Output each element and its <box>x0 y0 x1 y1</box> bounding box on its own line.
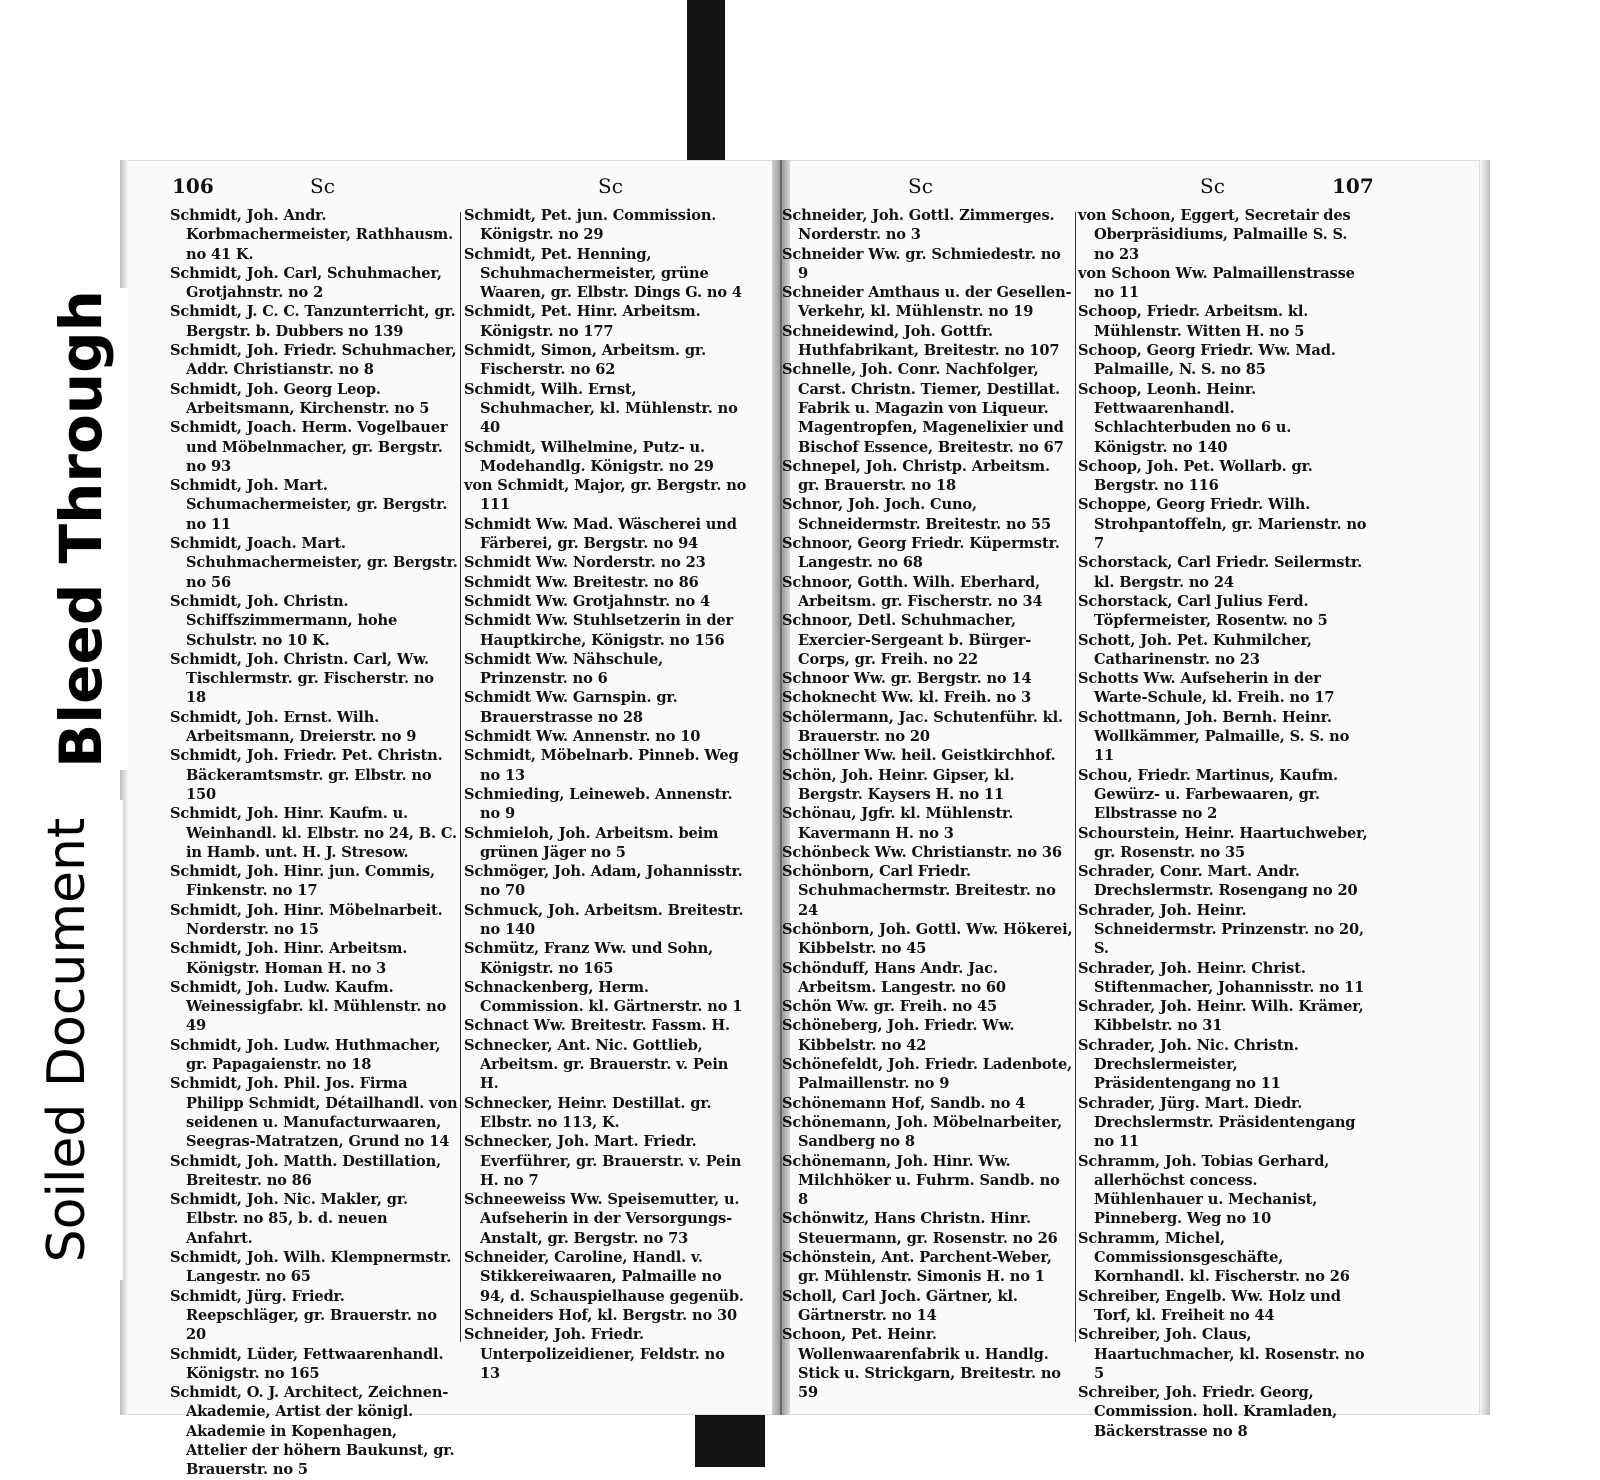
directory-entry: Schneider, Joh. Friedr. Unterpolizeidiener, Feldstr. no 13 <box>464 1326 725 1382</box>
directory-entry: Schrader, Conr. Mart. Andr. Drechslermstr. Rosengang no 20 <box>1078 863 1358 900</box>
directory-entry: Schoknecht Ww. kl. Freih. no 3 <box>782 689 1032 707</box>
directory-entry: Schönwitz, Hans Christn. Hinr. Steuermann, gr. Rosenstr. no 26 <box>782 1210 1058 1247</box>
directory-entry: Schmidt, Joh. Friedr. Schuhmacher, Addr. Christianstr. no 8 <box>170 342 457 379</box>
directory-entry: Schmidt Ww. Stuhlsetzerin in der Hauptkirche, Königstr. no 156 <box>464 612 734 649</box>
directory-entry: Schreiber, Engelb. Ww. Holz und Torf, kl. Freiheit no 44 <box>1078 1287 1341 1324</box>
directory-entry: Schrader, Joh. Heinr. Schneidermstr. Prinzenstr. no 20, S. <box>1078 901 1364 958</box>
directory-entry: Schoppe, Georg Friedr. Wilh. Strohpantoffeln, gr. Marienstr. no 7 <box>1078 496 1367 553</box>
directory-entry: Schnackenberg, Herm. Commission. kl. Gärtnerstr. no 1 <box>464 978 743 1016</box>
directory-entry: Schneiders Hof, kl. Bergstr. no 30 <box>464 1306 738 1324</box>
directory-entry: Schmidt, Joh. Hinr. Kaufm. u. Weinhandl. kl. Elbstr. no 24, B. C. in Hamb. unt. H. J. Stresow. <box>170 805 457 861</box>
directory-entry: Schrader, Joh. Heinr. Wilh. Krämer, Kibbelstr. no 31 <box>1078 998 1364 1035</box>
directory-entry: Schönduff, Hans Andr. Jac. Arbeitsm. Langestr. no 60 <box>782 959 1006 996</box>
directory-entry: Schmidt, J. C. C. Tanzunterricht, gr. Bergstr. b. Dubbers no 139 <box>170 303 456 340</box>
directory-entry: von Schoon, Eggert, Secretair des Oberpräsidiums, Palmaille S. S. no 23 <box>1078 207 1351 263</box>
page-number: 106 <box>172 174 214 198</box>
directory-entry: Schmidt, Joh. Ludw. Kaufm. Weinessigfabr. kl. Mühlenstr. no 49 <box>170 978 447 1035</box>
directory-column-2 <box>1078 206 1368 1441</box>
directory-entry: Schönau, Jgfr. kl. Mühlenstr. Kavermann H. no 3 <box>782 805 1014 842</box>
directory-entry: Schoop, Leonh. Heinr. Fettwaarenhandl. Schlachterbuden no 6 u. Königstr. no 140 <box>1078 380 1292 456</box>
directory-entry: Schneider, Joh. Gottl. Zimmerges. Norderstr. no 3 <box>782 207 1055 244</box>
directory-entry: Schmidt, Joh. Hinr. Möbelnarbeit. Norderstr. no 15 <box>170 901 443 938</box>
directory-entry: Schmidt Ww. Garnspin. gr. Brauerstrasse no 28 <box>464 689 678 726</box>
directory-entry: Schmidt, Wilh. Ernst, Schuhmacher, kl. Mühlenstr. no 40 <box>464 380 738 437</box>
directory-entry: Schnoor Ww. gr. Bergstr. no 14 <box>782 670 1032 688</box>
directory-entry: Schmidt, Joh. Mart. Schumachermeister, gr. Bergstr. no 11 <box>170 477 448 533</box>
directory-entry: Schreiber, Joh. Claus, Haartuchmacher, kl. Rosenstr. no 5 <box>1078 1326 1365 1382</box>
directory-entry: Schmidt, Joh. Phil. Jos. Firma Philipp Schmidt, Détailhandl. von seidenen u. Manufacturwaaren, Seegras-Matratzen, Grund no 14 <box>170 1075 458 1151</box>
directory-entry: von Schoon Ww. Palmaillenstrasse no 11 <box>1078 264 1355 302</box>
directory-entry: Schmidt, Wilhelmine, Putz- u. Modehandlg. Königstr. no 29 <box>464 438 714 475</box>
directory-entry: Schmidt Ww. Nähschule, Prinzenstr. no 6 <box>464 650 664 688</box>
directory-entry: Schmieloh, Joh. Arbeitsm. beim grünen Jäger no 5 <box>464 824 719 861</box>
directory-entry: Schmidt Ww. Grotjahnstr. no 4 <box>464 592 710 610</box>
directory-entry: Schnecker, Joh. Mart. Friedr. Everführer, gr. Brauerstr. v. Pein H. no 7 <box>464 1133 742 1189</box>
directory-entry: Schmuck, Joh. Arbeitsm. Breitestr. no 140 <box>464 901 744 938</box>
running-head: Sc <box>1200 174 1225 198</box>
column-divider <box>1075 212 1076 1342</box>
directory-entry: Schmidt, Joh. Georg Leop. Arbeitsmann, Kirchenstr. no 5 <box>170 380 430 417</box>
directory-entry: von Schmidt, Major, gr. Bergstr. no 111 <box>464 477 747 514</box>
directory-entry: Schmidt, Joach. Mart. Schuhmachermeister, gr. Bergstr. no 56 <box>170 535 458 591</box>
directory-entry: Schönemann, Joh. Möbelnarbeiter, Sandberg no 8 <box>782 1113 1062 1151</box>
directory-entry: Schreiber, Joh. Friedr. Georg, Commission. holl. Kramladen, Bäckerstrasse no 8 <box>1078 1384 1338 1440</box>
directory-entry: Schnecker, Heinr. Destillat. gr. Elbstr. no 113, K. <box>464 1094 712 1131</box>
directory-entry: Schmidt, Joh. Hinr. Arbeitsm. Königstr. Homan H. no 3 <box>170 940 408 977</box>
directory-column-1 <box>170 206 458 1480</box>
directory-entry: Schneidewind, Joh. Gottfr. Huthfabrikant, Breitestr. no 107 <box>782 322 1060 360</box>
directory-entry: Schnepel, Joh. Christp. Arbeitsm. gr. Brauerstr. no 18 <box>782 457 1050 495</box>
page-number: 107 <box>1332 174 1374 198</box>
directory-entry: Schorstack, Carl Friedr. Seilermstr. kl. Bergstr. no 24 <box>1078 554 1363 591</box>
directory-entry: Schnoor, Gotth. Wilh. Eberhard, Arbeitsm. gr. Fischerstr. no 34 <box>782 573 1043 610</box>
directory-entry: Schmidt, Joh. Ernst. Wilh. Arbeitsmann, Dreierstr. no 9 <box>170 708 417 746</box>
directory-entry: Schmidt Ww. Mad. Wäscherei und Färberei, gr. Bergstr. no 94 <box>464 515 737 553</box>
directory-column-1 <box>782 206 1074 1402</box>
directory-entry: Schmidt, O. J. Architect, Zeichnen-Akademie, Artist der königl. Akademie in Kopenhagen, Attelier der höhern Baukunst, gr. Brauerstr. no 5 <box>170 1384 455 1479</box>
directory-entry: Schoon, Pet. Heinr. Wollenwaarenfabrik u. Handlg. Stick u. Strickgarn, Breitestr. no 59 <box>782 1326 1061 1402</box>
directory-entry: Schramm, Michel, Commissionsgeschäfte, Kornhandl. kl. Fischerstr. no 26 <box>1078 1229 1350 1286</box>
directory-entry: Schöneberg, Joh. Friedr. Ww. Kibbelstr. no 42 <box>782 1017 1015 1054</box>
directory-entry: Schmidt, Jürg. Friedr. Reepschläger, gr. Brauerstr. no 20 <box>170 1287 437 1344</box>
directory-entry: Schneider, Caroline, Handl. v. Stikkereiwaaren, Palmaille no 94, d. Schauspielhause gegenüb. <box>464 1249 744 1305</box>
directory-entry: Schön, Joh. Heinr. Gipser, kl. Bergstr. Kaysers H. no 11 <box>782 766 1015 803</box>
directory-entry: Schnecker, Ant. Nic. Gottlieb, Arbeitsm. gr. Brauerstr. v. Pein H. <box>464 1036 729 1093</box>
directory-entry: Schmidt, Joh. Nic. Makler, gr. Elbstr. no 85, b. d. neuen Anfahrt. <box>170 1191 408 1247</box>
directory-entry: Schmidt Ww. Breitestr. no 86 <box>464 573 699 591</box>
directory-entry: Schnact Ww. Breitestr. Fassm. H. <box>464 1017 730 1035</box>
directory-entry: Schrader, Joh. Heinr. Christ. Stiftenmacher, Johannisstr. no 11 <box>1078 959 1365 996</box>
directory-entry: Scholl, Carl Joch. Gärtner, kl. Gärtnerstr. no 14 <box>782 1287 1018 1324</box>
directory-entry: Schmütz, Franz Ww. und Sohn, Königstr. no 165 <box>464 940 714 977</box>
directory-entry: Schramm, Joh. Tobias Gerhard, allerhöchst concess. Mühlenhauer u. Mechanist, Pinneberg. Weg no 10 <box>1078 1152 1330 1228</box>
directory-entry: Schönstein, Ant. Parchent-Weber, gr. Mühlenstr. Simonis H. no 1 <box>782 1249 1052 1286</box>
running-head: Sc <box>908 174 933 198</box>
directory-entry: Schmidt, Joh. Friedr. Pet. Christn. Bäckeramtsmstr. gr. Elbstr. no 150 <box>170 747 443 803</box>
column-divider <box>460 212 461 1342</box>
directory-entry: Schmidt, Joh. Matth. Destillation, Breitestr. no 86 <box>170 1152 441 1189</box>
directory-entry: Schönefeldt, Joh. Friedr. Ladenbote, Palmaillenstr. no 9 <box>782 1056 1073 1093</box>
directory-entry: Schönborn, Joh. Gottl. Ww. Hökerei, Kibbelstr. no 45 <box>782 920 1073 958</box>
directory-entry: Schottmann, Joh. Bernh. Heinr. Wollkämmer, Palmaille, S. S. no 11 <box>1078 708 1350 765</box>
directory-entry: Schmidt, Lüder, Fettwaarenhandl. Königstr. no 165 <box>170 1345 444 1382</box>
directory-entry: Schmidt, Joh. Hinr. jun. Commis, Finkenstr. no 17 <box>170 863 435 900</box>
directory-entry: Schneider Amthaus u. der Gesellen-Verkehr, kl. Mühlenstr. no 19 <box>782 284 1072 321</box>
directory-entry: Schneider Ww. gr. Schmiedestr. no 9 <box>782 245 1061 282</box>
soiled-document-label: Soiled Document <box>10 800 123 1280</box>
directory-entry: Schott, Joh. Pet. Kuhmilcher, Catharinenstr. no 23 <box>1078 631 1312 668</box>
directory-entry: Schou, Friedr. Martinus, Kaufm. Gewürz- u. Farbewaaren, gr. Elbstrasse no 2 <box>1078 766 1338 823</box>
directory-entry: Schnelle, Joh. Conr. Nachfolger, Carst. Christn. Tiemer, Destillat. Fabrik u. Magazin von Liqueur. Magentropfen, Magenelixier und Bischof Essence, Breitestr. no 67 <box>782 361 1064 456</box>
directory-entry: Schmidt, Pet. jun. Commission. Königstr. no 29 <box>464 207 717 244</box>
directory-entry: Schöllner Ww. heil. Geistkirchhof. <box>782 747 1056 765</box>
directory-entry: Schönemann, Joh. Hinr. Ww. Milchhöker u. Fuhrm. Sandb. no 8 <box>782 1152 1060 1209</box>
directory-entry: Schotts Ww. Aufseherin in der Warte-Schule, kl. Freih. no 17 <box>1078 670 1335 707</box>
directory-entry: Schorstack, Carl Julius Ferd. Töpfermeister, Rosentw. no 5 <box>1078 592 1328 630</box>
directory-entry: Schmöger, Joh. Adam, Johannisstr. no 70 <box>464 863 743 900</box>
directory-entry: Schnoor, Georg Friedr. Küpermstr. Langestr. no 68 <box>782 535 1060 572</box>
directory-entry: Schmidt, Joh. Carl, Schuhmacher, Grotjahnstr. no 2 <box>170 264 442 302</box>
directory-column-2 <box>464 206 748 1383</box>
running-head: Sc <box>310 174 335 198</box>
directory-entry: Schmidt, Pet. Henning, Schuhmachermeister, grüne Waaren, gr. Elbstr. Dings G. no 4 <box>464 245 742 302</box>
page-edge <box>1480 160 1490 1415</box>
directory-entry: Schrader, Jürg. Mart. Diedr. Drechslermstr. Präsidentengang no 11 <box>1078 1094 1356 1151</box>
directory-entry: Schneeweiss Ww. Speisemutter, u. Aufseherin in der Versorgungs-Anstalt, gr. Bergstr. no 73 <box>464 1191 740 1247</box>
directory-entry: Schrader, Joh. Nic. Christn. Drechslermeister, Präsidentengang no 11 <box>1078 1036 1299 1093</box>
directory-entry: Schoop, Friedr. Arbeitsm. kl. Mühlenstr. Witten H. no 5 <box>1078 303 1309 340</box>
directory-entry: Schmidt, Joh. Wilh. Klempnermstr. Langestr. no 65 <box>170 1249 452 1286</box>
directory-entry: Schoop, Georg Friedr. Ww. Mad. Palmaille, N. S. no 85 <box>1078 342 1336 379</box>
directory-entry: Schön Ww. gr. Freih. no 45 <box>782 998 998 1016</box>
directory-entry: Schmidt, Simon, Arbeitsm. gr. Fischerstr. no 62 <box>464 342 707 379</box>
directory-entry: Schönbeck Ww. Christianstr. no 36 <box>782 843 1062 861</box>
directory-entry: Schmieding, Leineweb. Annenstr. no 9 <box>464 785 733 823</box>
directory-entry: Schourstein, Heinr. Haartuchweber, gr. Rosenstr. no 35 <box>1078 824 1368 861</box>
right-page <box>782 160 1480 1440</box>
directory-entry: Schnoor, Detl. Schuhmacher, Exercier-Sergeant b. Bürger-Corps, gr. Freih. no 22 <box>782 612 1032 668</box>
left-page <box>120 160 772 1479</box>
directory-entry: Schönemann Hof, Sandb. no 4 <box>782 1094 1026 1112</box>
directory-entry: Schmidt, Joach. Herm. Vogelbauer und Möbelnmacher, gr. Bergstr. no 93 <box>170 419 448 475</box>
directory-entry: Schmidt, Pet. Hinr. Arbeitsm. Königstr. no 177 <box>464 303 701 340</box>
directory-entry: Schmidt, Möbelnarb. Pinneb. Weg no 13 <box>464 747 739 784</box>
directory-entry: Schmidt Ww. Norderstr. no 23 <box>464 554 706 572</box>
directory-entry: Schölermann, Jac. Schutenführ. kl. Brauerstr. no 20 <box>782 708 1063 746</box>
directory-entry: Schnor, Joh. Joch. Cuno, Schneidermstr. Breitestr. no 55 <box>782 496 1051 533</box>
directory-entry: Schmidt Ww. Annenstr. no 10 <box>464 728 701 746</box>
directory-entry: Schmidt, Joh. Ludw. Huthmacher, gr. Papagaienstr. no 18 <box>170 1036 441 1074</box>
directory-entry: Schmidt, Joh. Christn. Schiffszimmermann, hohe Schulstr. no 10 K. <box>170 592 398 649</box>
directory-entry: Schmidt, Joh. Christn. Carl, Ww. Tischlermstr. gr. Fischerstr. no 18 <box>170 650 434 707</box>
directory-entry: Schönborn, Carl Friedr. Schuhmachermstr. Breitestr. no 24 <box>782 863 1056 919</box>
directory-entry: Schmidt, Joh. Andr. Korbmachermeister, Rathhausm. no 41 K. <box>170 207 453 263</box>
bleed-through-label: Bleed Through <box>33 288 128 770</box>
directory-entry: Schoop, Joh. Pet. Wollarb. gr. Bergstr. no 116 <box>1078 457 1313 495</box>
running-head: Sc <box>598 174 623 198</box>
